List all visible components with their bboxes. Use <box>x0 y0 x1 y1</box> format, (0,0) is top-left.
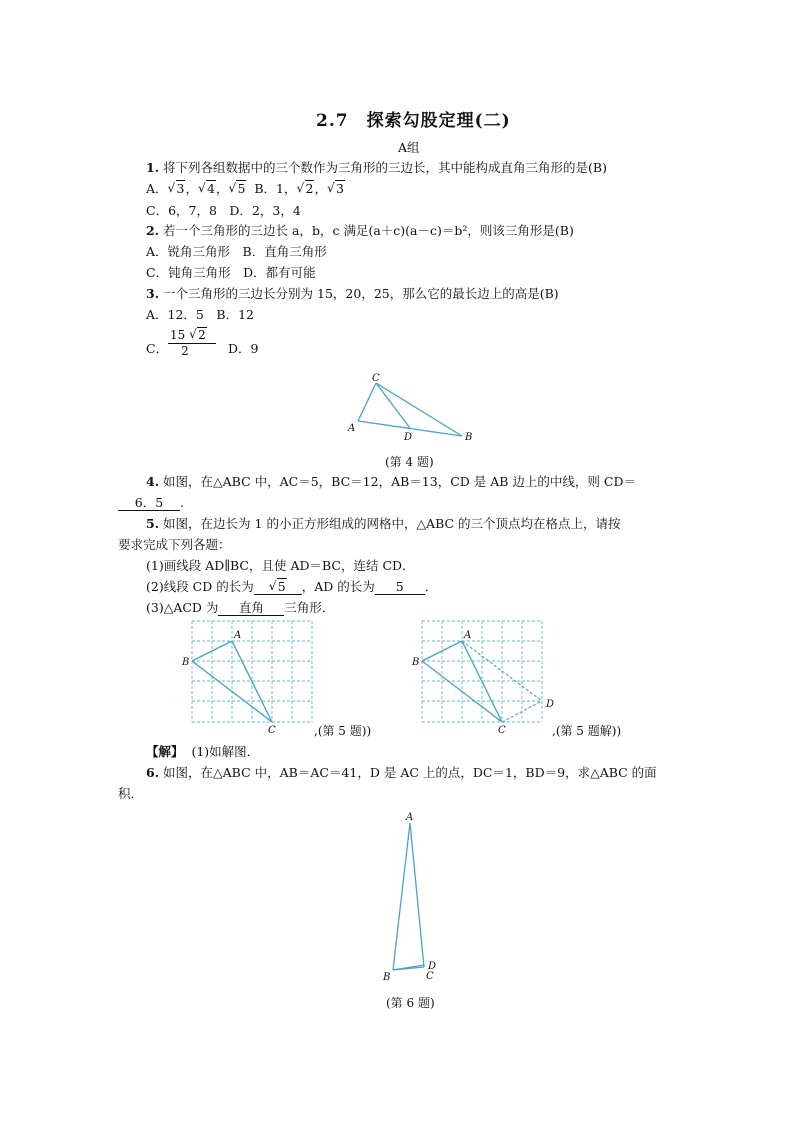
q6-text-2: 积． <box>118 786 144 801</box>
q2-stem <box>146 223 574 239</box>
fig6-caption: (第 6 题) <box>386 996 435 1010</box>
q3-number: 3. <box>146 286 160 301</box>
q2-stem-text: 若一个三角形的三边长 a，b，c 满足(a＋c)(a－c)＝b²，则该三角形是(B) <box>163 223 574 238</box>
q3-optD: D．9 <box>228 341 259 356</box>
q5-part2 <box>146 579 437 595</box>
q1-options-cd: C．6，7，8 D．2，3，4 <box>146 203 301 218</box>
q1-sep1: ， <box>185 181 198 196</box>
sol5-label: 【解】 <box>146 744 184 759</box>
q6-text-body: 如图，在△ABC 中，AB＝AC＝41，D 是 AC 上的点，DC＝1，BD＝9，求△ABC 的面 <box>163 765 657 780</box>
fig6-label-c: C <box>426 971 434 982</box>
q1-options-ab <box>146 181 345 197</box>
fig6-label-a: A <box>406 812 414 823</box>
q5-part2-c: ． <box>424 579 438 594</box>
fig6-label-b: B <box>383 972 391 983</box>
fig5-label-c: C <box>268 725 276 736</box>
q1-sep2: ， <box>215 181 229 196</box>
q4-answer: 6．5 <box>118 496 180 511</box>
fig5-label-a: A <box>234 630 242 641</box>
q4-text <box>146 474 636 490</box>
q3-options-ab: A．12．5 B．12 <box>146 307 254 322</box>
q4-answer-line <box>118 495 184 511</box>
q3-stem-text: 一个三角形的三边长分别为 15，20，25，那么它的最长边上的高是(B) <box>163 286 559 301</box>
fig4-caption: (第 4 题) <box>385 455 434 469</box>
group-heading: A组 <box>398 140 420 155</box>
q1-stem-text: 将下列各组数据中的三个数作为三角形的三边长，其中能构成直角三角形的是(B) <box>163 160 607 175</box>
q5-part2-b: ，AD 的长为 <box>301 579 375 594</box>
q5-stem-text: 如图，在边长为 1 的小正方形组成的网格中，△ABC 的三个顶点均在格点上，请按 <box>163 516 621 531</box>
fig6-diagram <box>378 808 448 988</box>
page-title: 2.7 探索勾股定理(二) <box>316 111 511 131</box>
q5-answer-ad: 5 <box>375 580 425 595</box>
fig5sol-label-d: D <box>546 699 555 710</box>
q5-part1: (1)画线段 AD∥BC，且使 AD＝BC，连结 CD． <box>146 558 415 573</box>
fig5sol-caption: ,(第 5 题解)) <box>552 724 622 738</box>
fig4-label-b: B <box>465 432 473 443</box>
q1-sep3: ， <box>314 181 327 196</box>
q1-optA-sqrt3: √ 5 <box>228 181 246 197</box>
fig5sol-label-c: C <box>498 725 506 736</box>
q1-optB-sqrt2: √ 3 <box>327 181 345 197</box>
fig4-label-a: A <box>348 423 356 434</box>
q6-number: 6. <box>146 765 160 780</box>
q1-optA-sqrt1: √ 3 <box>168 181 186 197</box>
q4-end: . <box>180 495 184 510</box>
q3-stem <box>146 286 559 302</box>
q1-optA-sqrt2: √ 4 <box>198 181 216 197</box>
q5-part3 <box>146 600 334 616</box>
sol5 <box>146 744 259 760</box>
fig4-label-c: C <box>372 373 380 384</box>
q2-options-ab: A．锐角三角形 B．直角三角形 <box>146 244 327 259</box>
fig5-label-b: B <box>182 657 190 668</box>
q5-part3-a: (3)△ACD 为 <box>146 600 219 615</box>
q5-part2-a: (2)线段 CD 的长为 <box>146 579 254 594</box>
fig5-grid-diagram <box>180 618 325 736</box>
fig4-side-ca <box>358 383 376 421</box>
q5-answer-cd: √ 5 <box>254 580 302 595</box>
q1-stem <box>146 160 607 176</box>
q2-options-cd: C．钝角三角形 D．都有可能 <box>146 265 316 280</box>
fig5-solution-diagram <box>408 618 558 736</box>
q4-text-body: 如图，在△ABC 中，AC＝5，BC＝12，AB＝13，CD 是 AB 边上的中线，则 CD＝ <box>163 474 636 489</box>
fig5-caption: ,(第 5 题)) <box>314 724 372 738</box>
q3-optC-label: C． <box>146 341 169 356</box>
q3-optC-sqrt: √ 2 <box>189 328 207 343</box>
fig5sol-label-b: B <box>412 657 420 668</box>
q4-number: 4. <box>146 474 160 489</box>
q5-answer-type: 直角 <box>218 601 284 616</box>
q5-stem-2: 要求完成下列各题： <box>118 537 231 552</box>
fig6-side-ab <box>393 823 410 970</box>
q1-number: 1. <box>146 160 160 175</box>
q3-optC-num: 15 <box>170 328 186 342</box>
sol5-text: (1)如解图． <box>191 744 260 759</box>
q3-optC-numerator <box>168 328 216 344</box>
fig4-median-cd <box>376 383 410 428</box>
fig4-side-cb <box>376 383 462 436</box>
fig6-side-ac <box>410 823 424 967</box>
q3-optC-denominator: 2 <box>181 344 189 358</box>
q1-optB-label: B．1， <box>254 181 297 196</box>
fig4-label-d: D <box>404 432 413 443</box>
q3-optC-fraction <box>168 328 216 359</box>
fig6-label-d: D <box>428 961 437 972</box>
q6-text-1 <box>146 765 657 781</box>
q1-optA-label: A． <box>146 181 168 196</box>
q2-number: 2. <box>146 223 160 238</box>
fig4-diagram <box>340 370 480 450</box>
q1-optB-sqrt1: √ 2 <box>297 181 315 197</box>
fig5sol-label-a: A <box>464 630 472 641</box>
q5-part3-b: 三角形． <box>284 600 335 615</box>
q5-stem-1 <box>146 516 621 532</box>
q5-number: 5. <box>146 516 160 531</box>
